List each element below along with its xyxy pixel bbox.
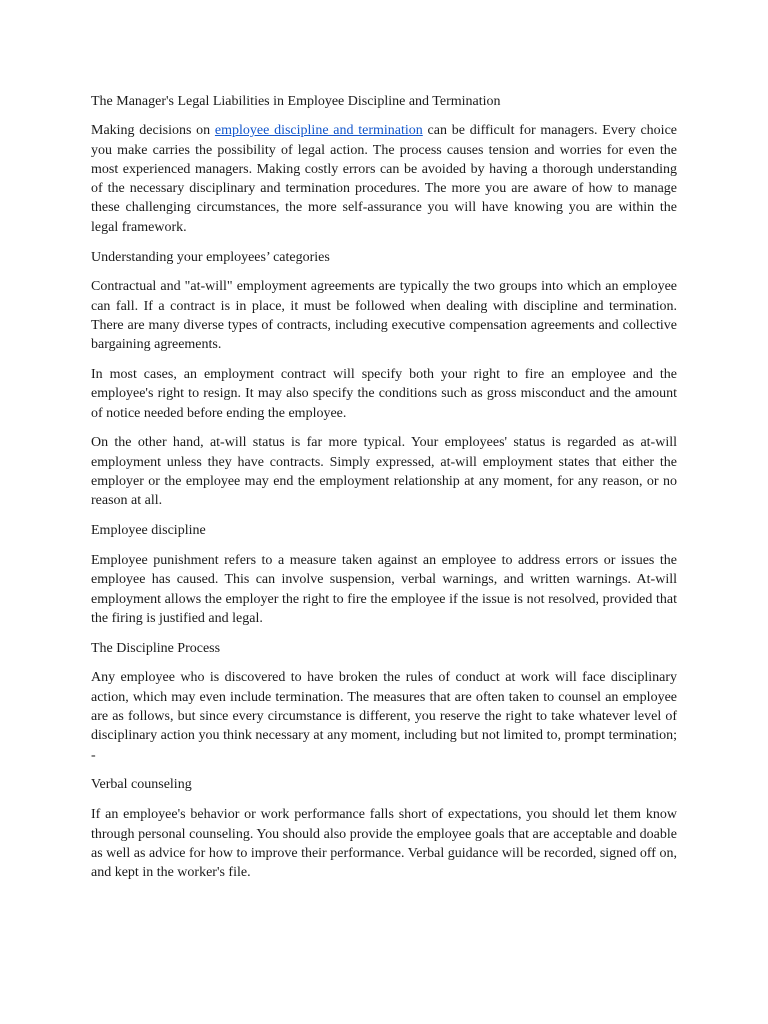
discipline-termination-link[interactable]: employee discipline and termination [214,123,423,139]
intro-text-after-link: can be difficult for managers. Every choice you make carries the possibility of legal action. The process causes tension and worries for even the most experienced managers. Making costly errors can be avoided by having a thorough understanding of the necessary disciplinary and termination procedures. The more you are aware of how to manage these challenging circumstances, the more self-assurance you will have knowing you are within the legal framework. [91,123,677,235]
section-heading-employee-discipline: Employee discipline [91,523,206,539]
paragraph-at-will-status: On the other hand, at-will status is far more typical. Your employees' status is regarded as at-will employment unless they have contracts. Simply expressed, at-will employment states that either the employer or the employee may end the employment relationship at any moment, for any reason, or no reason at all. [91,435,677,509]
section-heading-discipline-process: The Discipline Process [91,640,221,656]
intro-paragraph [91,121,677,237]
paragraph-employee-punishment: Employee punishment refers to a measure taken against an employee to address errors or issues the employee has caused. This can involve suspension, verbal warnings, and written warnings. At-will employment allows the employer the right to fire the employee if the issue is not resolved, provided that the firing is justified and legal. [91,552,677,626]
document-page [91,92,677,893]
paragraph-discipline-process: Any employee who is discovered to have broken the rules of conduct at work will face disciplinary action, which may even include termination. The measures that are often taken to counsel an employee are as follows, but since every circumstance is different, you reserve the right to take whatever level of disciplinary action you think necessary at any moment, including but not limited to, prompt termination; - [91,670,677,763]
document-title: The Manager's Legal Liabilities in Employee Discipline and Termination [91,94,501,109]
section-heading-verbal-counseling: Verbal counseling [91,777,192,793]
paragraph-employment-contract: In most cases, an employment contract will specify both your right to fire an employee and the employee's right to resign. It may also specify the conditions such as gross misconduct and the amount of notice needed before ending the employee. [91,367,677,421]
intro-text-before-link: Making decisions on [91,123,215,139]
paragraph-verbal-counseling: If an employee's behavior or work performance falls short of expectations, you should let them know through personal counseling. You should also provide the employee goals that are acceptable and doable as well as advice for how to improve their performance. Verbal guidance will be recorded, signed off on, and kept in the worker's file. [91,807,677,881]
paragraph-contract-types: Contractual and "at-will" employment agreements are typically the two groups into which an employee can fall. If a contract is in place, it must be followed when dealing with discipline and termination. There are many diverse types of contracts, including executive compensation agreements and collective bargaining agreements. [91,279,677,353]
section-heading-employee-categories: Understanding your employees’ categories [91,249,330,265]
